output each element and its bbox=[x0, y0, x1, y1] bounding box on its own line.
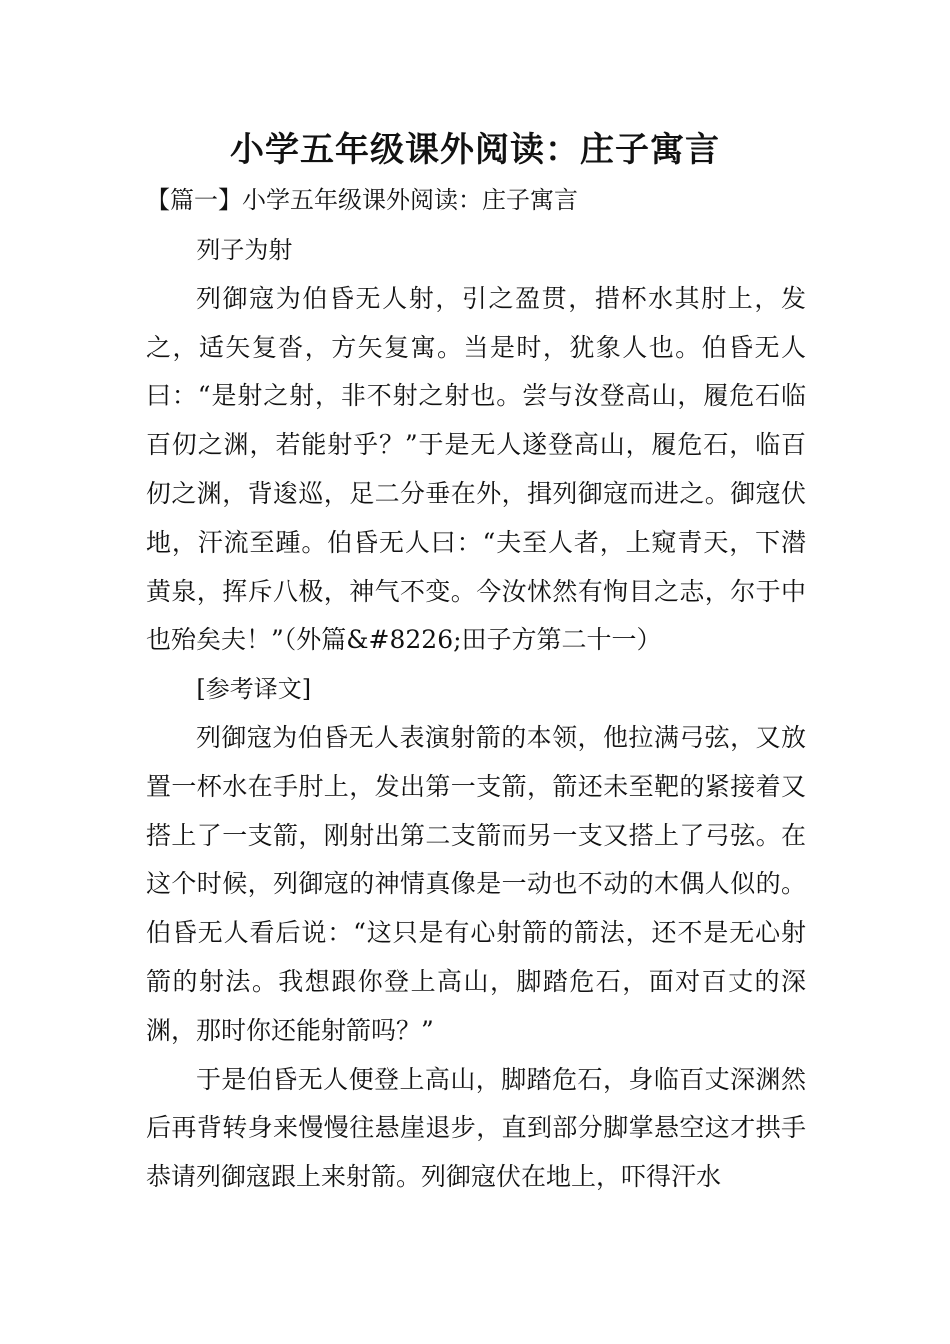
document-body bbox=[146, 226, 806, 1202]
original-text-paragraph: 列御寇为伯昏无人射，引之盈贯，措杯水其肘上，发之，适矢复沓，方矢复寓。当是时，犹象人也。伯昏无人曰：“是射之射，非不射之射也。尝与汝登高山，履危石临百仞之渊，若能射乎？”于是无人遂登高山，履危石，临百仞之渊，背逡巡，足二分垂在外，揖列御寇而进之。御寇伏地，汗流至踵。伯昏无人曰：“夫至人者，上窥青天，下潜黄泉，挥斥八极，神气不变。今汝怵然有恂目之志，尔于中也殆矣夫！”（外篇&#8226;田子方第二十一） bbox=[146, 283, 806, 655]
document-title: 小学五年级课外阅读：庄子寓言 bbox=[230, 130, 720, 170]
translation-paragraph-1: 列御寇为伯昏无人表演射箭的本领，他拉满弓弦，又放置一杯水在手肘上，发出第一支箭，箭还未至靶的紧接着又搭上了一支箭，刚射出第二支箭而另一支又搭上了弓弦。在这个时候，列御寇的神情真像是一动也不动的木偶人似的。伯昏无人看后说：“这只是有心射箭的箭法，还不是无心射箭的射法。我想跟你登上高山，脚踏危石，面对百丈的深渊，那时你还能射箭吗？” bbox=[146, 722, 806, 1045]
section-subtitle: 【篇一】小学五年级课外阅读：庄子寓言 bbox=[146, 186, 578, 214]
translation-paragraph-2: 于是伯昏无人便登上高山，脚踏危石，身临百丈深渊然后再背转身来慢慢往悬崖退步，直到部分脚掌悬空这才拱手恭请列御寇跟上来射箭。列御寇伏在地上，吓得汗水 bbox=[146, 1064, 806, 1192]
story-title: 列子为射 bbox=[196, 236, 293, 264]
translation-heading: [参考译文] bbox=[196, 675, 312, 704]
